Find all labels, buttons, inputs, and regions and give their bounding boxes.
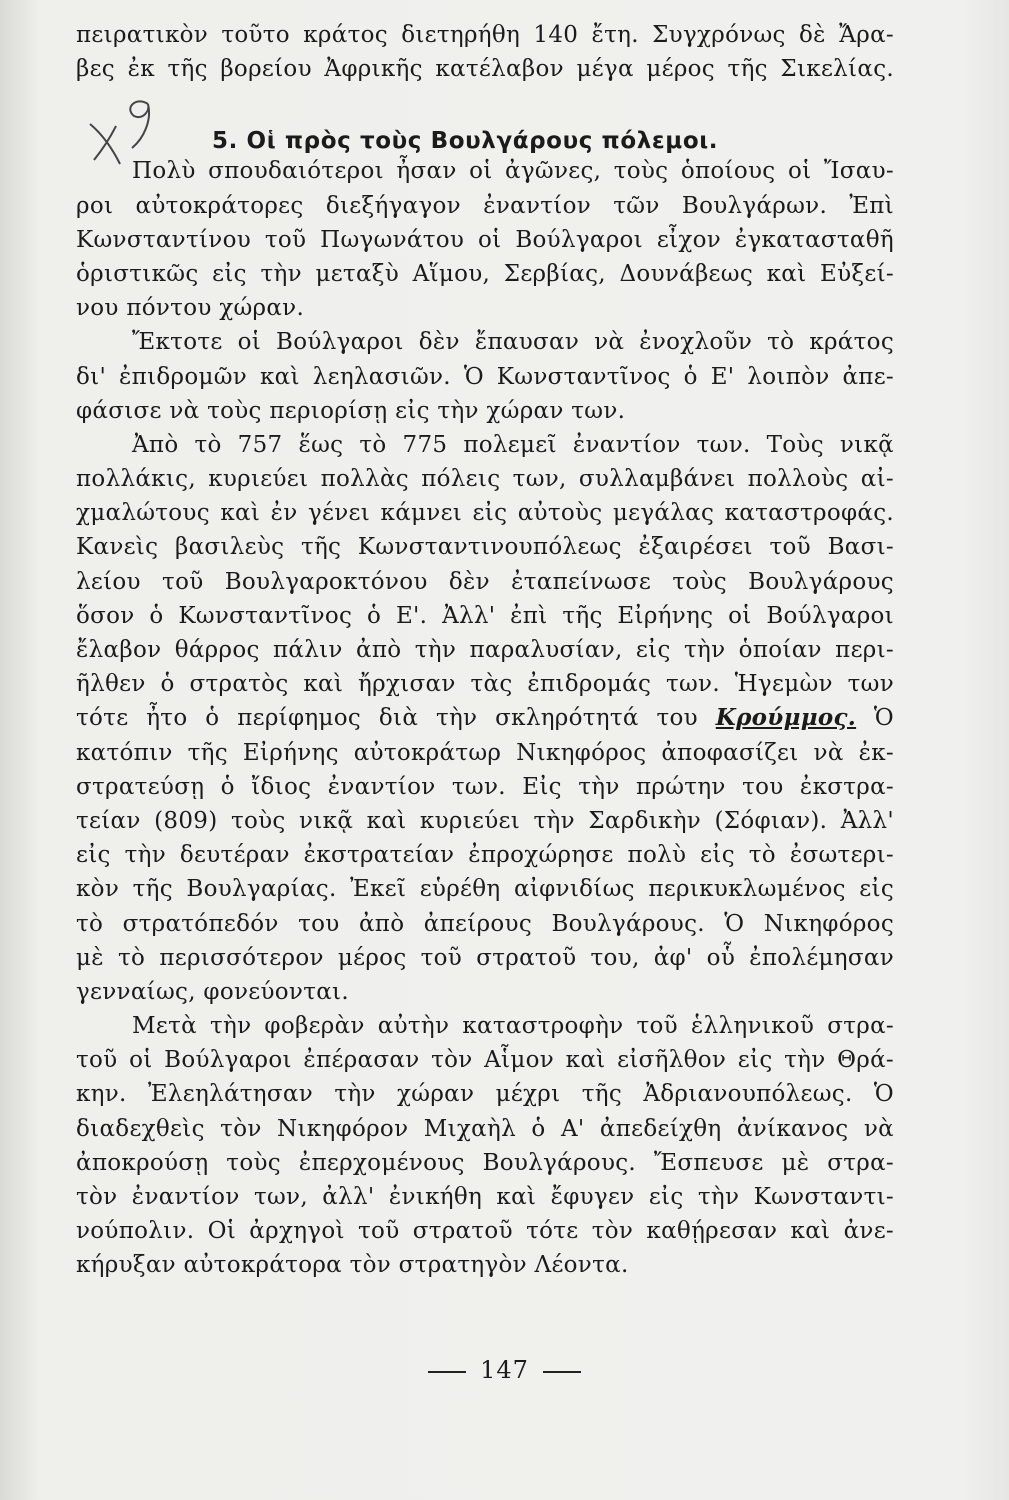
text-line: στρατεύσῃ ὁ ἴδιος ἐναντίον των. Εἰς τὴν πρώτην του ἐκστρα- [76,773,894,800]
text-segment: Ὁ [873,705,894,732]
dash-right [543,1371,581,1373]
text-line: βες ἐκ τῆς βορείου Ἀφρικῆς κατέλαβον μέγα μέρος τῆς Σικελίας. [76,56,894,83]
text-line: γενναίως, φονεύονται. [76,978,349,1005]
text-line: κὸν τῆς Βουλγαρίας. Ἐκεῖ εὑρέθη αἰφνιδίως περικυκλωμένος εἰς [76,876,894,903]
section-heading: 5. Οἱ πρὸς τοὺς Βουλγάρους πόλεμοι. [212,128,719,154]
text-line: Ἔκτοτε οἱ Βούλγαροι δὲν ἔπαυσαν νὰ ἐνοχλοῦν τὸ κράτος [132,329,894,356]
text-line: ὅσον ὁ Κωνσταντῖνος ὁ Ε'. Ἀλλ' ἐπὶ τῆς Εἰρήνης οἱ Βούλγαροι [76,602,894,629]
text-line: τὸ στρατόπεδόν του ἀπὸ ἀπείρους Βουλγάρους. Ὁ Νικηφόρος [76,910,894,937]
text-line: Μετὰ τὴν φοβερὰν αὐτὴν καταστροφὴν τοῦ ἑλληνικοῦ στρα- [132,1013,894,1040]
text-line: ὁριστικῶς εἰς τὴν μεταξὺ Αἵμου, Σερβίας, Δουνάβεως καὶ Εὐξεί- [76,260,894,287]
text-line: Πολὺ σπουδαιότεροι ἦσαν οἱ ἀγῶνες, τοὺς ὁποίους οἱ Ἴσαυ- [132,158,894,185]
text-line: πειρατικὸν τοῦτο κράτος διετηρήθη 140 ἔτη. Συγχρόνως δὲ Ἄρα- [76,22,894,48]
text-line: λείου τοῦ Βουλγαροκτόνου δὲν ἐταπείνωσε τοὺς Βουλγάρους [76,568,894,595]
text-line: διαδεχθεὶς τὸν Νικηφόρον Μιχαὴλ ὁ Α' ἀπεδείχθη ἀνίκανος νὰ [76,1115,894,1142]
dash-left [428,1371,466,1373]
text-line: νούπολιν. Οἱ ἀρχηγοὶ τοῦ στρατοῦ τότε τὸν καθῄρεσαν καὶ ἀνε- [76,1218,894,1245]
text-line-with-emphasis [76,701,894,735]
text-line: ροι αὐτοκράτορες διεξήγαγον ἐναντίον τῶν Βουλγάρων. Ἐπὶ [76,192,894,219]
text-line: τὸν ἐναντίον των, ἀλλ' ἐνικήθη καὶ ἔφυγεν εἰς τὴν Κωνσταντι- [76,1184,894,1210]
page-number-value: 147 [480,1356,529,1384]
text-line: πολλάκις, κυριεύει πολλὰς πόλεις των, συλλαμβάνει πολλοὺς αἰ- [76,466,894,493]
text-segment: τότε ἦτο ὁ περίφημος διὰ τὴν σκληρότητά του [76,705,698,732]
text-line: μὲ τὸ περισσότερον μέρος τοῦ στρατοῦ του, ἀφ' οὗ ἐπολέμησαν [76,944,894,971]
text-line: κην. Ἐλεηλάτησαν τὴν χώραν μέχρι τῆς Ἀδριανουπόλεως. Ὁ [76,1081,894,1108]
text-line: κήρυξαν αὐτοκράτορα τὸν στρατηγὸν Λέοντα. [76,1252,629,1279]
text-line: ῆλθεν ὁ στρατὸς καὶ ἤρχισαν τὰς ἐπιδρομάς των. Ἡγεμὼν των [76,671,894,698]
text-line: ἔλαβον θάρρος πάλιν ἀπὸ τὴν παραλυσίαν, εἰς τὴν ὁποίαν περι- [76,637,894,663]
body-text [76,18,894,1283]
text-line: νου πόντου χώραν. [76,295,305,322]
text-line: Κωνσταντίνου τοῦ Πωγωνάτου οἱ Βούλγαροι εἶχον ἐγκατασταθῆ [76,226,894,253]
text-line: εἰς τὴν δευτέραν ἐκστρατείαν ἐπροχώρησε πολὺ εἰς τὸ ἐσωτερι- [76,842,894,869]
text-line: Ἀπὸ τὸ 757 ἕως τὸ 775 πολεμεῖ ἐναντίον των. Τοὺς νικᾷ [132,431,894,458]
text-line: κατόπιν τῆς Εἰρήνης αὐτοκράτωρ Νικηφόρος ἀποφασίζει νὰ ἐκ- [76,739,894,766]
text-line: τοῦ οἱ Βούλγαροι ἐπέρασαν τὸν Αἷμον καὶ εἰσῆλθον εἰς τὴν Θρά- [76,1047,894,1074]
heading-gap [76,86,894,154]
text-line: τείαν (809) τοὺς νικᾷ καὶ κυριεύει τὴν Σαρδικὴν (Σόφιαν). Ἀλλ' [76,807,894,834]
text-line: χμαλώτους καὶ ἐν γένει κάμνει εἰς αὐτοὺς μεγάλας καταστροφάς. [76,500,894,527]
emphasized-name: Κρούμμος. [715,704,857,732]
text-line: δι' ἐπιδρομῶν καὶ λεηλασιῶν. Ὁ Κωνσταντῖνος ὁ Ε' λοιπὸν ἀπε- [76,363,894,390]
text-line: φάσισε νὰ τοὺς περιορίσῃ εἰς τὴν χώραν των. [76,397,626,424]
text-line: ἀποκρούσῃ τοὺς ἐπερχομένους Βουλγάρους. Ἔσπευσε μὲ στρα- [76,1149,894,1176]
text-line: Κανεὶς βασιλεὺς τῆς Κωνσταντινουπόλεως ἐξαιρέσει τοῦ Βασι- [76,534,894,561]
page-number [0,1356,1009,1384]
